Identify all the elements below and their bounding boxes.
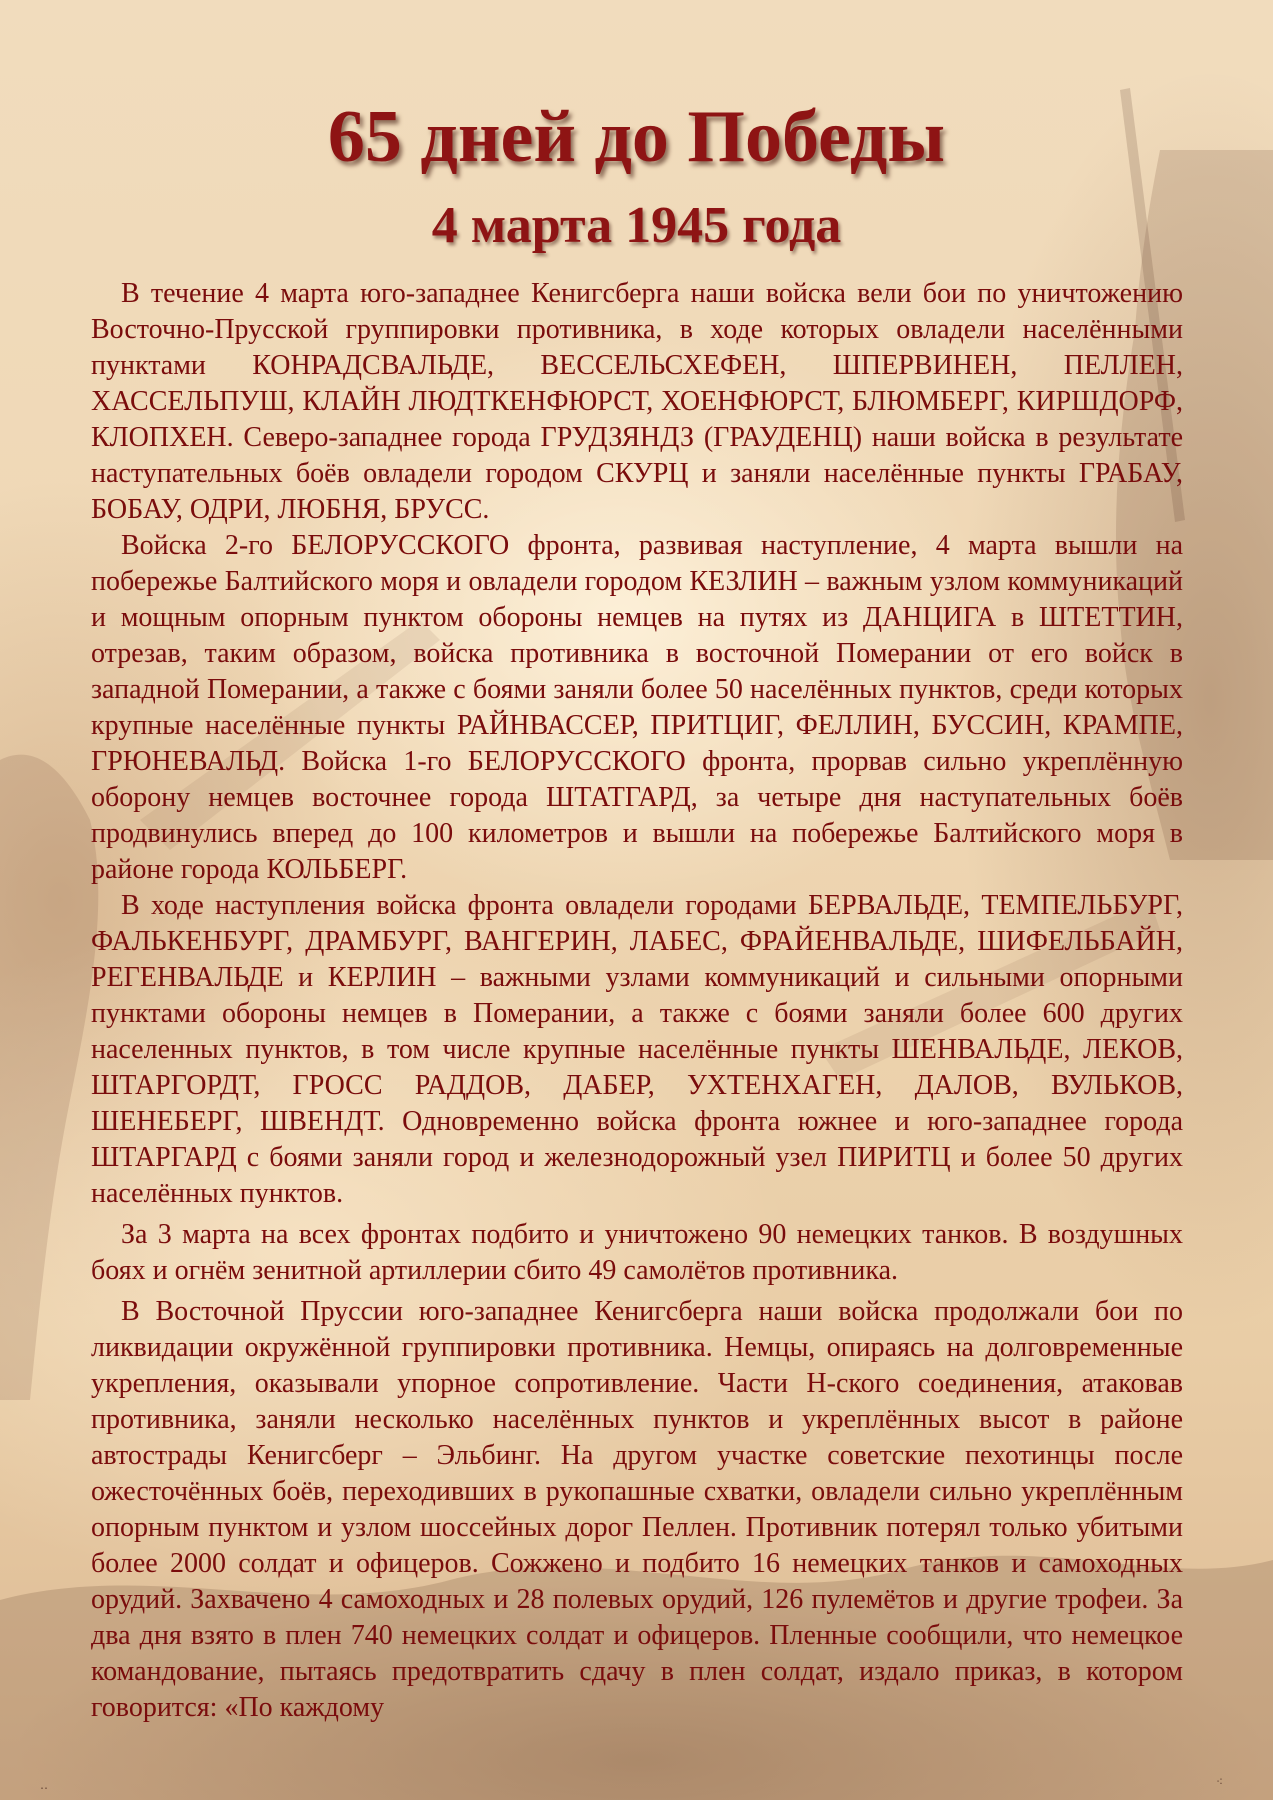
paragraph-3: В ходе наступления войска фронта овладели городами БЕРВАЛЬДЕ, ТЕМПЕЛЬБУРГ, ФАЛЬКЕНБУРГ, ДРАМБУРГ, ВАНГЕРИН, ЛАБЕС, ФРАЙЕНВАЛЬДЕ, ШИФЕЛЬБАЙН, РЕГЕНВАЛЬДЕ и КЕРЛИН – важными узлами коммуникаций и сильными опорными пунктами обороны немцев в Померании, а также с боями заняли более 600 других населенных пунктов, в том числе крупные населённые пункты ШЕНВАЛЬДЕ, ЛЕКОВ, ШТАРГОРДТ, ГРОСС РАДДОВ, ДАБЕР, УХТЕНХАГЕН, ДАЛОВ, ВУЛЬКОВ, ШЕНЕБЕРГ, ШВЕНДТ. Одновременно войска фронта южнее и юго-западнее города ШТАРГАРД с боями заняли город и железнодорожный узел ПИРИТЦ и более 50 других населённых пунктов. — [91, 890, 1183, 1209]
page-title: 65 дней до Победы — [327, 96, 946, 178]
paragraph-5: В Восточной Пруссии юго-западнее Кенигсберга наши войска продолжали бои по ликвидации окружённой группировки противника. Немцы, опираясь на долговременные укрепления, оказывали упорное сопротивление. Части Н-ского соединения, атаковав противника, заняли несколько населённых пунктов и укреплённых высот в районе автострады Кенигсберг – Эльбинг. На другом участке советские пехотинцы после ожесточённых боёв, переходивших в рукопашные схватки, овладели сильно укреплённым опорным пунктом и узлом шоссейных дорог Пеллен. Противник потерял только убитыми более 2000 солдат и офицеров. Сожжено и подбито 16 немецких танков и самоходных орудий. Захвачено 4 самоходных и 28 полевых орудий, 126 пулемётов и другие трофеи. За два дня взято в плен 740 немецких солдат и офицеров. Пленные сообщили, что немецкое командование, пытаясь предотвратить сдачу в плен солдат, издало приказ, в котором говорится: «По каждому — [91, 1296, 1183, 1723]
left-figures-silhouette — [0, 755, 98, 1400]
paragraph-4: За 3 марта на всех фронтах подбито и уничтожено 90 немецких танков. В воздушных боях и огнём зенитной артиллерии сбито 49 самолётов противника. — [91, 1219, 1183, 1286]
paragraph-2: Войска 2-го БЕЛОРУССКОГО фронта, развивая наступление, 4 марта вышли на побережье Балтийского моря и овладели городом КЕЗЛИН – важным узлом коммуникаций и мощным опорным пунктом обороны немцев на путях из ДАНЦИГА в ШТЕТТИН, отрезав, таким образом, войска противника в восточной Померании от его войск в западной Померании, а также с боями заняли более 50 населённых пунктов, среди которых крупные населённые пункты РАЙНВАССЕР, ПРИТЦИГ, ФЕЛЛИН, БУССИН, КРАМПЕ, ГРЮНЕВАЛЬД. Войска 1-го БЕЛОРУССКОГО фронта, прорвав сильно укреплённую оборону немцев восточнее города ШТАТГАРД, за четыре дня наступательных боёв продвинулись вперед до 100 километров и вышли на побережье Балтийского моря в районе города КОЛЬБЕРГ. — [91, 530, 1183, 885]
page-subtitle: 4 марта 1945 года — [431, 197, 842, 254]
corner-mark-right: ⁖ — [1216, 1775, 1224, 1789]
corner-mark-left: ‥ — [40, 1778, 49, 1792]
article-body — [91, 276, 1183, 1726]
paragraph-1: В течение 4 марта юго-западнее Кенигсберга наши войска вели бои по уничтожению Восточно-Прусской группировки противника, в ходе которых овладели населёнными пунктами КОНРАДСВАЛЬДЕ, ВЕССЕЛЬСХЕФЕН, ШПЕРВИНЕН, ПЕЛЛЕН, ХАССЕЛЬПУШ, КЛАЙН ЛЮДТКЕНФЮРСТ, ХОЕНФЮРСТ, БЛЮМБЕРГ, КИРШДОРФ, КЛОПХЕН. Северо-западнее города ГРУДЗЯНДЗ (ГРАУДЕНЦ) наши войска в результате наступательных боёв овладели городом СКУРЦ и заняли населённые пункты ГРАБАУ, БОБАУ, ОДРИ, ЛЮБНЯ, БРУСС. — [91, 278, 1183, 525]
